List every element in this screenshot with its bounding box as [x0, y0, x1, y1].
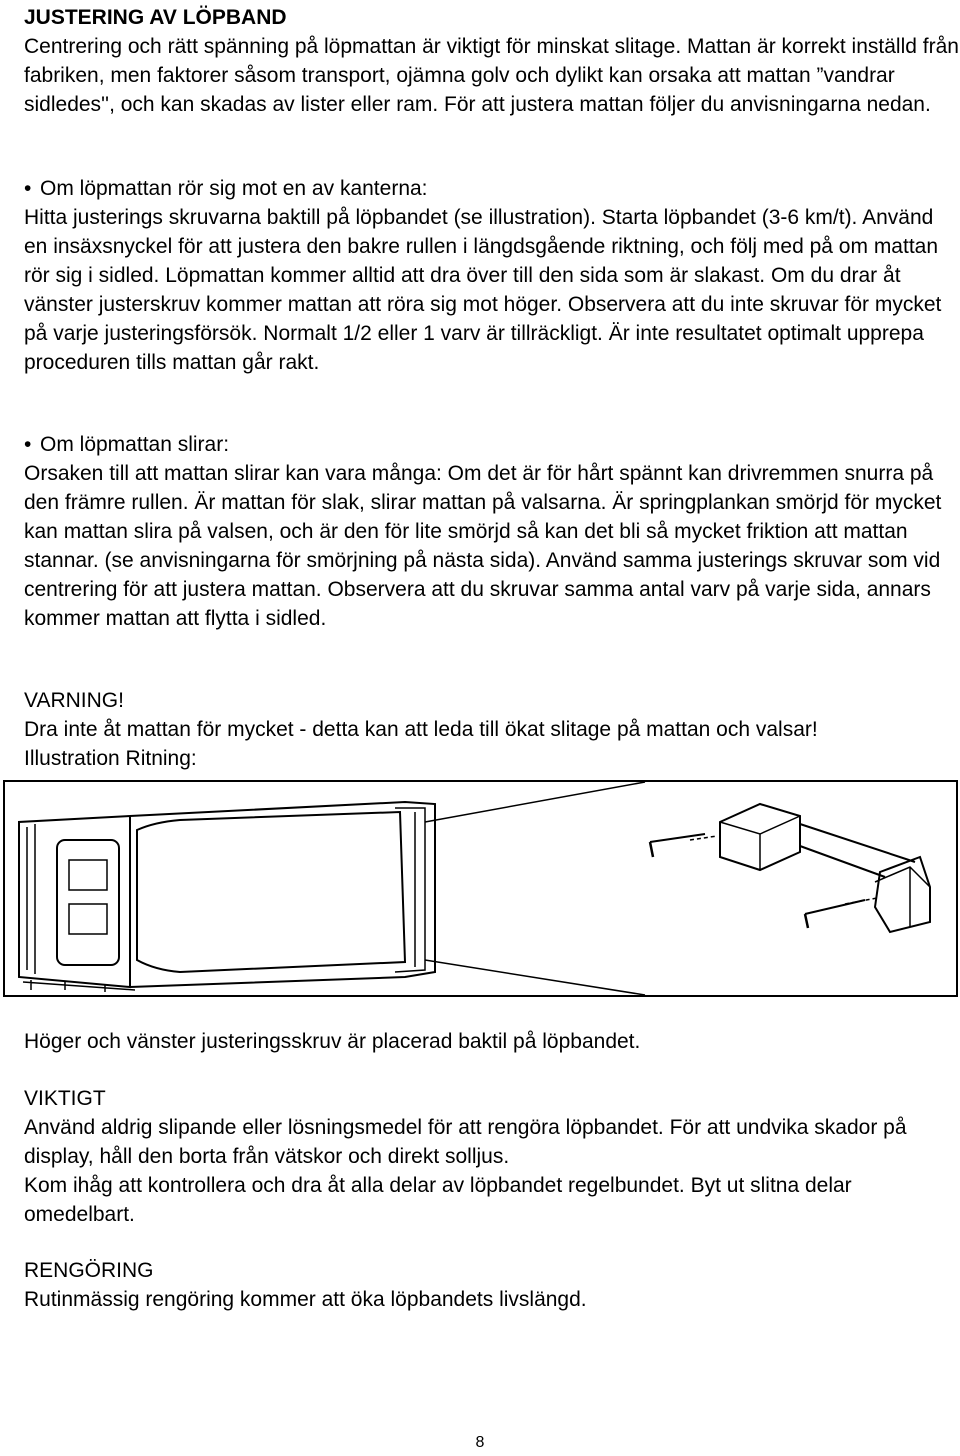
cleaning-heading: RENGÖRING — [24, 1259, 154, 1282]
roller-tube — [800, 824, 915, 877]
running-belt — [137, 812, 405, 972]
bullet-icon: • — [24, 433, 32, 456]
treadmill-drawing — [5, 782, 956, 995]
hex-key-left — [650, 834, 705, 842]
intro-block — [24, 3, 960, 119]
page-title: JUSTERING AV LÖPBAND — [24, 6, 287, 29]
section-slipping-heading: • Om löpmattan slirar: — [24, 430, 960, 459]
caption-block — [24, 1027, 960, 1056]
important-text-1: Använd aldrig slipande eller lösningsmedel för att rengöra löpbandet. För att undvika skador på display, håll den borta från vätskor och direkt solljus. — [24, 1116, 907, 1168]
console-display — [57, 840, 119, 965]
warning-text: Dra inte åt mattan för mycket - detta kan att leda till ökat slitage på mattan och valsar! — [24, 718, 818, 741]
section-centering — [24, 174, 960, 377]
roller-bracket-right — [875, 857, 930, 932]
hex-key-right — [805, 900, 865, 914]
section-slipping-body: Orsaken till att mattan slirar kan vara många: Om det är för hårt spännt kan drivremmen snurra på den främre rullen. Är mattan för slak, slirar mattan på valsarna. Är springplankan smörjd för mycket kan mattan slira på valsen, och är den för lite smörjd så kan det bli så mycket friktion att mattan stannar. (se anvisningarna för smörjning på nästa sida). Använd samma justerings skruvar som vid centrering för att justera mattan. Observera att du skruvar samma antal varv på varje sida, annars kommer mattan att flytta i sidled. — [24, 462, 942, 630]
treadmill-deck — [130, 802, 435, 987]
important-heading: VIKTIGT — [24, 1087, 106, 1110]
section-centering-body: Hitta justerings skruvarna baktill på löpbandet (se illustration). Starta löpbandet (3-6 km/t). Använd en insäxsnyckel för att justera den bakre rullen i längdsgående riktning, och följ med på om mattan rör sig i sidled. Löpmattan kommer alltid att dra över till den sida som är slakast. Om du drar åt vänster justerskruv kommer mattan att röra sig mot höger. Observera att du inte skruvar för mycket på varje justeringsförsök. Normalt 1/2 eller 1 varv är tillräckligt. Är inte resultatet optimalt upprepa proceduren tills mattan går rakt. — [24, 206, 942, 374]
cleaning-block — [24, 1256, 960, 1314]
important-block — [24, 1084, 960, 1229]
warning-heading: VARNING! — [24, 689, 124, 712]
bullet-icon: • — [24, 177, 32, 200]
important-text-2: Kom ihåg att kontrollera och dra åt alla delar av löpbandet regelbundet. Byt ut slitna delar omedelbart. — [24, 1174, 852, 1226]
illustration-caption: Höger och vänster justeringsskruv är placerad baktil på löpbandet. — [24, 1030, 641, 1053]
section-centering-heading: • Om löpmattan rör sig mot en av kanterna: — [24, 174, 960, 203]
page-number: 8 — [475, 1434, 485, 1451]
section-slipping — [24, 430, 960, 633]
illustration-label: Illustration Ritning: — [24, 747, 197, 770]
intro-paragraph: Centrering och rätt spänning på löpmattan är viktigt för minskat slitage. Mattan är korrekt inställd från fabriken, men faktorer såsom transport, ojämna golv och dylikt kan orsaka att mattan ”vandrar sidledes'', och kan skadas av lister eller ram. För att justera mattan följer du anvisningarna nedan. — [24, 35, 959, 116]
treadmill-illustration — [3, 780, 958, 997]
warning-block — [24, 686, 960, 773]
cleaning-text: Rutinmässig rengöring kommer att öka löpbandets livslängd. — [24, 1288, 587, 1311]
